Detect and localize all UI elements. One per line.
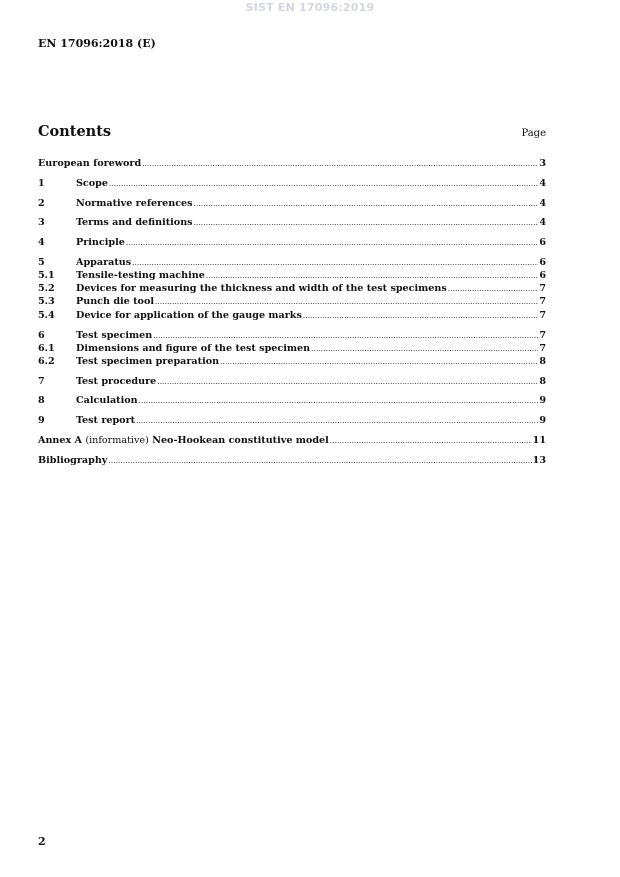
toc-entry-tensile-testing-machine[interactable]	[38, 269, 546, 282]
toc-entry-page: 8	[539, 376, 546, 387]
toc-entry-page: 6	[539, 237, 546, 248]
toc-entry-number: 2	[38, 198, 45, 209]
toc-entry-dimensions[interactable]	[38, 342, 546, 355]
toc-entry-number: 5	[38, 257, 45, 268]
toc-entry-label: Dimensions and figure of the test specimen	[76, 343, 311, 354]
contents-title: Contents	[38, 123, 112, 140]
dot-leader	[126, 237, 538, 250]
toc-entry-page: 4	[539, 178, 546, 189]
toc-entry-apparatus[interactable]	[38, 256, 546, 269]
toc-entry-page: 7	[539, 310, 546, 321]
toc-entry-label: Device for application of the gauge marks	[76, 310, 302, 321]
dot-leader	[109, 178, 538, 191]
toc-entry-label: Principle	[76, 237, 125, 248]
toc-entry-label: Terms and definitions	[76, 217, 193, 228]
document-id: EN 17096:2018 (E)	[38, 37, 156, 50]
dot-leader	[220, 356, 538, 369]
dot-leader	[136, 415, 538, 428]
toc-entry-number: 6	[38, 330, 45, 341]
watermark: SIST EN 17096:2019	[245, 1, 375, 14]
dot-leader	[157, 376, 538, 389]
toc-entry-page: 6	[539, 257, 546, 268]
toc-entry-page: 4	[539, 217, 546, 228]
toc-entry-punch-die-tool[interactable]	[38, 295, 546, 308]
toc-entry-label: Punch die tool	[76, 296, 154, 307]
toc-entry-label: Devices for measuring the thickness and width of the test specimens	[76, 283, 447, 294]
toc-entry-number: 8	[38, 395, 45, 406]
toc-entry-number: 4	[38, 237, 45, 248]
toc-entry-page: 4	[539, 198, 546, 209]
toc-entry-number: 1	[38, 178, 45, 189]
toc-entry-label: Bibliography	[38, 455, 108, 466]
toc-entry-number: 7	[38, 376, 45, 387]
toc-entry-label: Test specimen	[76, 330, 153, 341]
toc-entry-principle[interactable]	[38, 236, 546, 249]
toc-entry-measuring-devices[interactable]	[38, 282, 546, 295]
toc-entry-label: Scope	[76, 178, 108, 189]
toc-entry-annex-a[interactable]	[38, 434, 546, 447]
page-column-heading: Page	[521, 128, 546, 139]
toc-entry-gauge-marks-device[interactable]	[38, 309, 546, 322]
toc-entry-page: 6	[539, 270, 546, 281]
annex-title: Neo-Hookean constitutive model	[152, 435, 329, 446]
toc-entry-page: 13	[532, 455, 546, 466]
toc-entry-label: Test procedure	[76, 376, 157, 387]
annex-type: (informative)	[85, 435, 149, 446]
toc-entry-page: 9	[539, 395, 546, 406]
toc-entry-normative-references[interactable]	[38, 197, 546, 210]
toc-entry-label: Calculation	[76, 395, 138, 406]
toc-entry-number: 5.4	[38, 310, 55, 321]
dot-leader	[194, 217, 539, 230]
toc-entry-label	[38, 434, 329, 447]
toc-entry-number: 5.2	[38, 283, 55, 294]
toc-entry-page: 7	[539, 283, 546, 294]
toc-entry-page: 11	[532, 435, 546, 446]
annex-label: Annex A	[38, 435, 83, 446]
toc-entry-label: Test specimen preparation	[76, 356, 220, 367]
toc-entry-calculation[interactable]	[38, 394, 546, 407]
toc-entry-label: Tensile-testing machine	[76, 270, 205, 281]
toc-entry-terms[interactable]	[38, 216, 546, 229]
dot-leader	[139, 395, 539, 408]
toc-entry-page: 9	[539, 415, 546, 426]
toc-entry-test-specimen[interactable]	[38, 329, 546, 342]
toc-entry-label: Apparatus	[76, 257, 132, 268]
toc-entry-label: European foreword	[38, 158, 142, 169]
toc-entry-number: 6.1	[38, 343, 55, 354]
toc-entry-page: 7	[539, 330, 546, 341]
toc-entry-number: 5.1	[38, 270, 55, 281]
toc-entry-test-report[interactable]	[38, 414, 546, 427]
toc-entry-scope[interactable]	[38, 177, 546, 190]
dot-leader	[155, 296, 538, 309]
dot-leader	[330, 435, 532, 448]
toc-entry-number: 6.2	[38, 356, 55, 367]
toc-entry-page: 8	[539, 356, 546, 367]
toc-entry-label: Normative references	[76, 198, 193, 209]
toc-entry-foreword[interactable]	[38, 157, 546, 170]
toc-entry-number: 5.3	[38, 296, 55, 307]
dot-leader	[108, 455, 531, 468]
toc-entry-number: 9	[38, 415, 45, 426]
toc-entry-specimen-preparation[interactable]	[38, 355, 546, 368]
toc-entry-bibliography[interactable]	[38, 454, 546, 467]
toc-entry-number: 3	[38, 217, 45, 228]
toc-entry-page: 7	[539, 343, 546, 354]
dot-leader	[142, 158, 538, 171]
page-number: 2	[38, 835, 46, 848]
dot-leader	[303, 310, 538, 323]
dot-leader	[194, 198, 539, 211]
toc-entry-page: 3	[539, 158, 546, 169]
toc-entry-test-procedure[interactable]	[38, 375, 546, 388]
toc-entry-page: 7	[539, 296, 546, 307]
toc-entry-label: Test report	[76, 415, 136, 426]
